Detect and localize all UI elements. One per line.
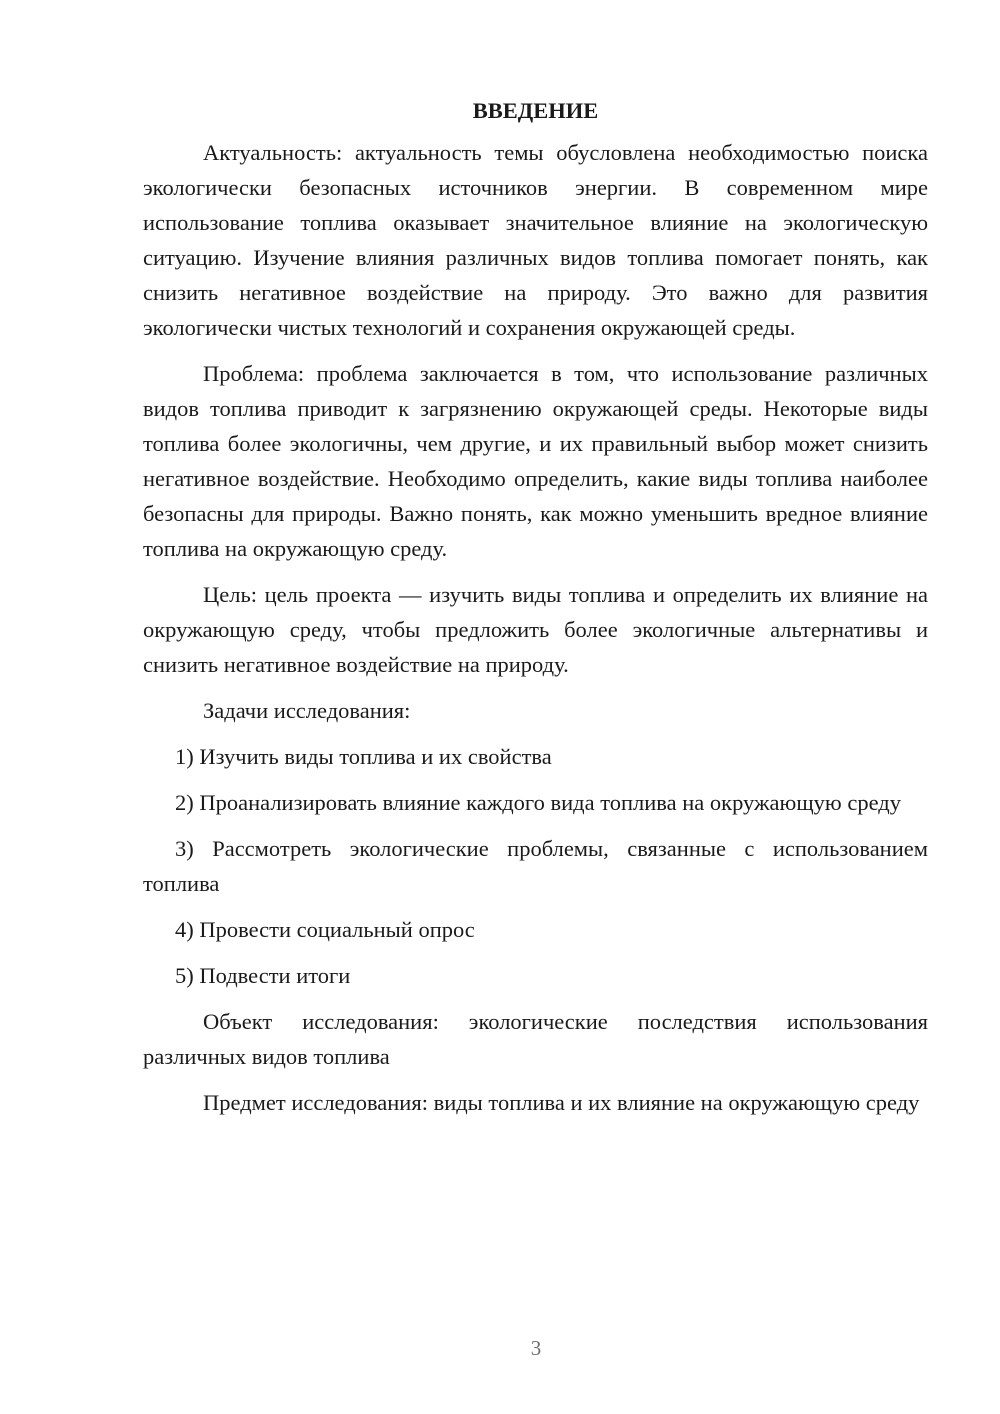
task-item: 4) Провести социальный опрос bbox=[175, 917, 475, 942]
tasks-heading: Задачи исследования: bbox=[203, 698, 411, 723]
goal-paragraph: Цель: цель проекта — изучить виды топлива и определить их влияние на окружающую среду, чтобы предложить более экологичные альтернативы и снизить негативное воздействие на природу. bbox=[143, 582, 928, 677]
relevance-paragraph: Актуальность: актуальность темы обусловлена необходимостью поиска экологически безопасных источников энергии. В современном мире использование топлива оказывает значительное влияние на экологическую ситуацию. Изучение влияния различных видов топлива помогает понять, как снизить негативное воздействие на природу. Это важно для развития экологически чистых технологий и сохранения окружающей среды. bbox=[143, 140, 928, 340]
page-number: 3 bbox=[530, 1336, 542, 1360]
task-item: 5) Подвести итоги bbox=[175, 963, 351, 988]
page-title: ВВЕДЕНИЕ bbox=[472, 98, 599, 123]
page-content bbox=[143, 93, 928, 1131]
task-item: 1) Изучить виды топлива и их свойства bbox=[175, 744, 552, 769]
subject-paragraph: Предмет исследования: виды топлива и их влияние на окружающую среду bbox=[203, 1090, 920, 1115]
problem-paragraph: Проблема: проблема заключается в том, что использование различных видов топлива приводит к загрязнению окружающей среды. Некоторые виды топлива более экологичны, чем другие, и их правильный выбор может снизить негативное воздействие. Необходимо определить, какие виды топлива наиболее безопасны для природы. Важно понять, как можно уменьшить вредное влияние топлива на окружающую среду. bbox=[143, 361, 928, 561]
task-item: 3) Рассмотреть экологические проблемы, связанные с использованием топлива bbox=[143, 836, 928, 896]
task-item: 2) Проанализировать влияние каждого вида топлива на окружающую среду bbox=[175, 790, 901, 815]
object-paragraph: Объект исследования: экологические последствия использования различных видов топлива bbox=[143, 1009, 928, 1069]
